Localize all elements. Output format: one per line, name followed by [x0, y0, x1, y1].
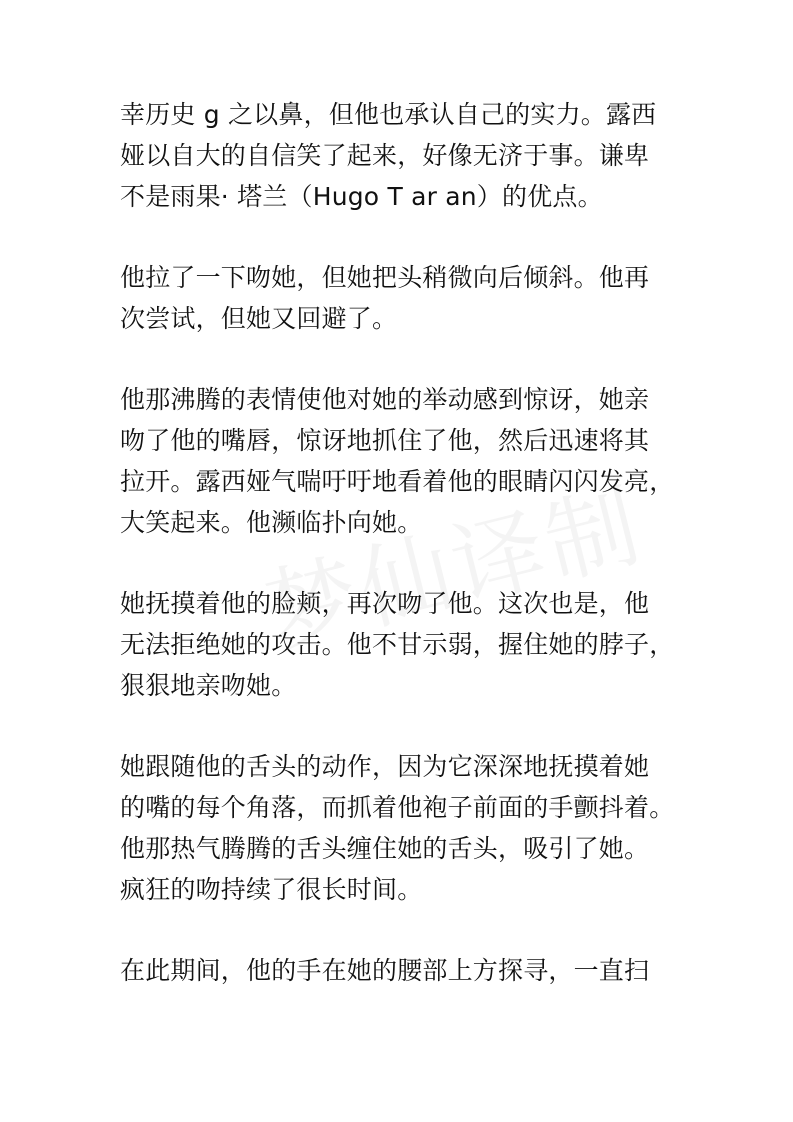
- text-line: 狠狠地亲吻她。: [120, 671, 297, 700]
- paragraph-4: [120, 583, 700, 706]
- text-line: 疯狂的吻持续了很长时间。: [120, 875, 423, 904]
- paragraph-5: [120, 746, 700, 910]
- text-line: 次尝试，但她又回避了。: [120, 304, 398, 333]
- text-line: 拉开。露西娅气喘吁吁地看着他的眼睛闪闪发亮，: [120, 467, 675, 496]
- text-line: 吻了他的嘴唇，惊讶地抓住了他，然后迅速将其: [120, 426, 650, 455]
- body-text: [120, 94, 700, 1031]
- paragraph-6: [120, 950, 700, 991]
- text-line: 大笑起来。他濒临扑向她。: [120, 508, 423, 537]
- text-line: 不是雨果· 塔兰（Hugo T ar an）的优点。: [120, 182, 603, 211]
- text-line: 无法拒绝她的攻击。他不甘示弱，握住她的脖子，: [120, 630, 675, 659]
- text-line: 她抚摸着他的脸颊，再次吻了他。这次也是，他: [120, 589, 650, 618]
- text-line: 他那热气腾腾的舌头缠住她的舌头，吸引了她。: [120, 834, 650, 863]
- paragraph-3: [120, 379, 700, 543]
- text-line: 在此期间，他的手在她的腰部上方探寻，一直扫: [120, 956, 650, 985]
- paragraph-1: [120, 94, 700, 217]
- text-line: 他拉了一下吻她，但她把头稍微向后倾斜。他再: [120, 263, 650, 292]
- text-line: 的嘴的每个角落，而抓着他袍子前面的手颤抖着。: [120, 793, 675, 822]
- text-line: 幸历史 g 之以鼻，但他也承认自己的实力。露西: [120, 100, 657, 129]
- text-line: 娅以自大的自信笑了起来，好像无济于事。谦卑: [120, 141, 650, 170]
- paragraph-2: [120, 257, 700, 339]
- text-line: 他那沸腾的表情使他对她的举动感到惊讶，她亲: [120, 385, 650, 414]
- text-line: 她跟随他的舌头的动作，因为它深深地抚摸着她: [120, 752, 650, 781]
